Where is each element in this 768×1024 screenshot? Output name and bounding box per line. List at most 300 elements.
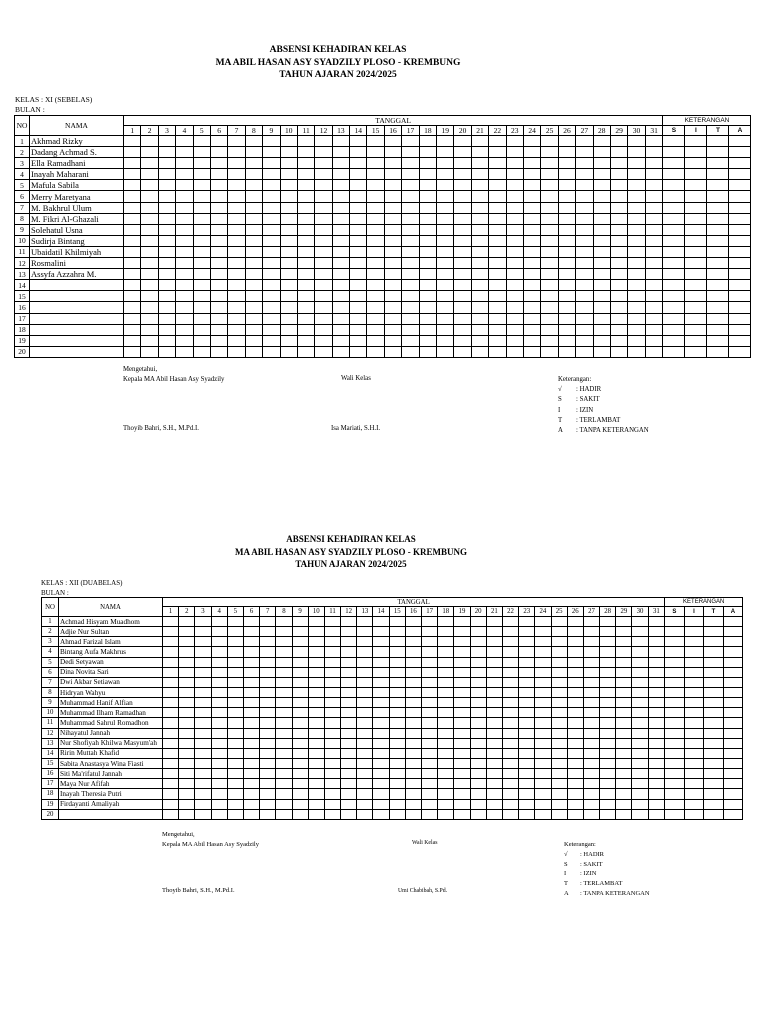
- attendance-cell[interactable]: [551, 758, 567, 768]
- keterangan-cell[interactable]: [707, 169, 729, 180]
- attendance-cell[interactable]: [228, 213, 245, 224]
- keterangan-cell[interactable]: [707, 324, 729, 335]
- attendance-cell[interactable]: [332, 158, 349, 169]
- attendance-cell[interactable]: [648, 718, 665, 728]
- keterangan-cell[interactable]: [685, 335, 707, 346]
- attendance-cell[interactable]: [228, 180, 245, 191]
- attendance-cell[interactable]: [315, 313, 332, 324]
- attendance-cell[interactable]: [193, 258, 210, 269]
- attendance-cell[interactable]: [454, 809, 470, 819]
- keterangan-cell[interactable]: [684, 627, 704, 637]
- attendance-cell[interactable]: [438, 708, 454, 718]
- attendance-cell[interactable]: [471, 324, 488, 335]
- keterangan-cell[interactable]: [665, 647, 685, 657]
- attendance-cell[interactable]: [489, 246, 506, 257]
- attendance-cell[interactable]: [308, 779, 324, 789]
- attendance-cell[interactable]: [315, 280, 332, 291]
- attendance-cell[interactable]: [600, 617, 616, 627]
- attendance-cell[interactable]: [367, 213, 384, 224]
- keterangan-cell[interactable]: [685, 136, 707, 147]
- attendance-cell[interactable]: [158, 169, 175, 180]
- attendance-cell[interactable]: [583, 698, 599, 708]
- attendance-cell[interactable]: [593, 291, 610, 302]
- attendance-cell[interactable]: [193, 302, 210, 313]
- attendance-cell[interactable]: [243, 779, 259, 789]
- keterangan-cell[interactable]: [663, 147, 685, 158]
- keterangan-cell[interactable]: [729, 346, 751, 357]
- keterangan-cell[interactable]: [707, 147, 729, 158]
- attendance-cell[interactable]: [551, 769, 567, 779]
- attendance-cell[interactable]: [389, 637, 405, 647]
- attendance-cell[interactable]: [367, 335, 384, 346]
- attendance-cell[interactable]: [243, 738, 259, 748]
- attendance-cell[interactable]: [506, 246, 523, 257]
- keterangan-cell[interactable]: [685, 213, 707, 224]
- attendance-cell[interactable]: [583, 687, 599, 697]
- keterangan-cell[interactable]: [663, 258, 685, 269]
- attendance-cell[interactable]: [211, 657, 227, 667]
- attendance-cell[interactable]: [628, 302, 645, 313]
- attendance-cell[interactable]: [645, 169, 663, 180]
- attendance-cell[interactable]: [610, 258, 627, 269]
- attendance-cell[interactable]: [628, 246, 645, 257]
- attendance-cell[interactable]: [341, 718, 357, 728]
- keterangan-cell[interactable]: [707, 191, 729, 202]
- attendance-cell[interactable]: [628, 258, 645, 269]
- attendance-cell[interactable]: [193, 246, 210, 257]
- attendance-cell[interactable]: [210, 191, 227, 202]
- attendance-cell[interactable]: [350, 202, 367, 213]
- attendance-cell[interactable]: [389, 718, 405, 728]
- keterangan-cell[interactable]: [685, 280, 707, 291]
- attendance-cell[interactable]: [158, 324, 175, 335]
- attendance-cell[interactable]: [471, 147, 488, 158]
- attendance-cell[interactable]: [243, 657, 259, 667]
- attendance-cell[interactable]: [422, 789, 438, 799]
- keterangan-cell[interactable]: [685, 346, 707, 357]
- attendance-cell[interactable]: [471, 235, 488, 246]
- attendance-cell[interactable]: [541, 335, 558, 346]
- attendance-cell[interactable]: [163, 789, 179, 799]
- attendance-cell[interactable]: [583, 617, 599, 627]
- attendance-cell[interactable]: [648, 698, 665, 708]
- attendance-cell[interactable]: [158, 280, 175, 291]
- attendance-cell[interactable]: [551, 809, 567, 819]
- keterangan-cell[interactable]: [665, 698, 685, 708]
- attendance-cell[interactable]: [437, 169, 454, 180]
- attendance-cell[interactable]: [315, 324, 332, 335]
- attendance-cell[interactable]: [506, 291, 523, 302]
- attendance-cell[interactable]: [341, 758, 357, 768]
- attendance-cell[interactable]: [124, 246, 141, 257]
- attendance-cell[interactable]: [373, 809, 389, 819]
- attendance-cell[interactable]: [280, 269, 297, 280]
- attendance-cell[interactable]: [419, 213, 436, 224]
- attendance-cell[interactable]: [437, 258, 454, 269]
- attendance-cell[interactable]: [210, 158, 227, 169]
- attendance-cell[interactable]: [541, 313, 558, 324]
- attendance-cell[interactable]: [193, 213, 210, 224]
- attendance-cell[interactable]: [357, 687, 373, 697]
- keterangan-cell[interactable]: [723, 748, 743, 758]
- attendance-cell[interactable]: [454, 291, 471, 302]
- attendance-cell[interactable]: [315, 191, 332, 202]
- keterangan-cell[interactable]: [704, 738, 724, 748]
- attendance-cell[interactable]: [558, 180, 575, 191]
- keterangan-cell[interactable]: [665, 657, 685, 667]
- attendance-cell[interactable]: [486, 769, 502, 779]
- attendance-cell[interactable]: [324, 758, 340, 768]
- attendance-cell[interactable]: [195, 637, 211, 647]
- attendance-cell[interactable]: [486, 667, 502, 677]
- attendance-cell[interactable]: [600, 647, 616, 657]
- attendance-cell[interactable]: [405, 758, 421, 768]
- attendance-cell[interactable]: [389, 748, 405, 758]
- keterangan-cell[interactable]: [684, 789, 704, 799]
- attendance-cell[interactable]: [260, 698, 276, 708]
- attendance-cell[interactable]: [470, 677, 486, 687]
- attendance-cell[interactable]: [454, 191, 471, 202]
- attendance-cell[interactable]: [141, 335, 158, 346]
- attendance-cell[interactable]: [357, 748, 373, 758]
- keterangan-cell[interactable]: [665, 637, 685, 647]
- attendance-cell[interactable]: [583, 769, 599, 779]
- attendance-cell[interactable]: [179, 617, 195, 627]
- attendance-cell[interactable]: [489, 180, 506, 191]
- attendance-cell[interactable]: [124, 346, 141, 357]
- attendance-cell[interactable]: [558, 258, 575, 269]
- attendance-cell[interactable]: [276, 758, 292, 768]
- attendance-cell[interactable]: [632, 647, 648, 657]
- attendance-cell[interactable]: [610, 324, 627, 335]
- attendance-cell[interactable]: [211, 698, 227, 708]
- attendance-cell[interactable]: [558, 246, 575, 257]
- attendance-cell[interactable]: [176, 224, 193, 235]
- attendance-cell[interactable]: [454, 147, 471, 158]
- keterangan-cell[interactable]: [723, 769, 743, 779]
- keterangan-cell[interactable]: [723, 779, 743, 789]
- attendance-cell[interactable]: [324, 809, 340, 819]
- keterangan-cell[interactable]: [665, 769, 685, 779]
- attendance-cell[interactable]: [384, 313, 401, 324]
- attendance-cell[interactable]: [419, 202, 436, 213]
- attendance-cell[interactable]: [227, 677, 243, 687]
- attendance-cell[interactable]: [523, 335, 540, 346]
- keterangan-cell[interactable]: [685, 191, 707, 202]
- attendance-cell[interactable]: [163, 738, 179, 748]
- attendance-cell[interactable]: [389, 687, 405, 697]
- attendance-cell[interactable]: [324, 657, 340, 667]
- attendance-cell[interactable]: [610, 202, 627, 213]
- attendance-cell[interactable]: [405, 687, 421, 697]
- attendance-cell[interactable]: [551, 627, 567, 637]
- attendance-cell[interactable]: [632, 809, 648, 819]
- keterangan-cell[interactable]: [685, 302, 707, 313]
- attendance-cell[interactable]: [600, 718, 616, 728]
- attendance-cell[interactable]: [193, 169, 210, 180]
- keterangan-cell[interactable]: [663, 324, 685, 335]
- attendance-cell[interactable]: [576, 235, 593, 246]
- attendance-cell[interactable]: [535, 738, 551, 748]
- attendance-cell[interactable]: [583, 627, 599, 637]
- attendance-cell[interactable]: [610, 180, 627, 191]
- attendance-cell[interactable]: [576, 158, 593, 169]
- attendance-cell[interactable]: [332, 136, 349, 147]
- attendance-cell[interactable]: [471, 269, 488, 280]
- attendance-cell[interactable]: [332, 313, 349, 324]
- attendance-cell[interactable]: [341, 789, 357, 799]
- attendance-cell[interactable]: [211, 799, 227, 809]
- attendance-cell[interactable]: [176, 280, 193, 291]
- keterangan-cell[interactable]: [704, 758, 724, 768]
- attendance-cell[interactable]: [486, 617, 502, 627]
- attendance-cell[interactable]: [341, 748, 357, 758]
- attendance-cell[interactable]: [576, 191, 593, 202]
- attendance-cell[interactable]: [332, 324, 349, 335]
- attendance-cell[interactable]: [405, 779, 421, 789]
- attendance-cell[interactable]: [263, 169, 280, 180]
- attendance-cell[interactable]: [610, 246, 627, 257]
- attendance-cell[interactable]: [502, 637, 518, 647]
- attendance-cell[interactable]: [315, 158, 332, 169]
- attendance-cell[interactable]: [341, 627, 357, 637]
- attendance-cell[interactable]: [324, 789, 340, 799]
- attendance-cell[interactable]: [350, 158, 367, 169]
- attendance-cell[interactable]: [610, 302, 627, 313]
- attendance-cell[interactable]: [373, 738, 389, 748]
- attendance-cell[interactable]: [245, 202, 262, 213]
- attendance-cell[interactable]: [454, 748, 470, 758]
- attendance-cell[interactable]: [502, 698, 518, 708]
- attendance-cell[interactable]: [600, 779, 616, 789]
- attendance-cell[interactable]: [422, 718, 438, 728]
- attendance-cell[interactable]: [567, 809, 583, 819]
- attendance-cell[interactable]: [263, 246, 280, 257]
- keterangan-cell[interactable]: [729, 258, 751, 269]
- attendance-cell[interactable]: [297, 280, 314, 291]
- attendance-cell[interactable]: [367, 136, 384, 147]
- attendance-cell[interactable]: [616, 758, 632, 768]
- attendance-cell[interactable]: [628, 235, 645, 246]
- keterangan-cell[interactable]: [665, 708, 685, 718]
- attendance-cell[interactable]: [541, 202, 558, 213]
- attendance-cell[interactable]: [308, 799, 324, 809]
- attendance-cell[interactable]: [506, 147, 523, 158]
- attendance-cell[interactable]: [506, 202, 523, 213]
- attendance-cell[interactable]: [243, 789, 259, 799]
- attendance-cell[interactable]: [402, 246, 419, 257]
- keterangan-cell[interactable]: [685, 291, 707, 302]
- attendance-cell[interactable]: [486, 799, 502, 809]
- attendance-cell[interactable]: [227, 667, 243, 677]
- attendance-cell[interactable]: [616, 708, 632, 718]
- attendance-cell[interactable]: [357, 789, 373, 799]
- keterangan-cell[interactable]: [665, 758, 685, 768]
- attendance-cell[interactable]: [243, 799, 259, 809]
- attendance-cell[interactable]: [593, 324, 610, 335]
- attendance-cell[interactable]: [384, 213, 401, 224]
- attendance-cell[interactable]: [471, 213, 488, 224]
- attendance-cell[interactable]: [419, 346, 436, 357]
- keterangan-cell[interactable]: [684, 769, 704, 779]
- attendance-cell[interactable]: [454, 758, 470, 768]
- attendance-cell[interactable]: [210, 180, 227, 191]
- attendance-cell[interactable]: [535, 647, 551, 657]
- attendance-cell[interactable]: [470, 748, 486, 758]
- attendance-cell[interactable]: [163, 637, 179, 647]
- attendance-cell[interactable]: [243, 758, 259, 768]
- attendance-cell[interactable]: [315, 235, 332, 246]
- attendance-cell[interactable]: [243, 809, 259, 819]
- attendance-cell[interactable]: [179, 769, 195, 779]
- attendance-cell[interactable]: [567, 718, 583, 728]
- keterangan-cell[interactable]: [663, 302, 685, 313]
- attendance-cell[interactable]: [402, 169, 419, 180]
- attendance-cell[interactable]: [367, 302, 384, 313]
- attendance-cell[interactable]: [405, 677, 421, 687]
- attendance-cell[interactable]: [384, 169, 401, 180]
- attendance-cell[interactable]: [502, 687, 518, 697]
- attendance-cell[interactable]: [486, 687, 502, 697]
- attendance-cell[interactable]: [583, 809, 599, 819]
- attendance-cell[interactable]: [519, 627, 535, 637]
- attendance-cell[interactable]: [632, 728, 648, 738]
- keterangan-cell[interactable]: [704, 799, 724, 809]
- attendance-cell[interactable]: [373, 769, 389, 779]
- attendance-cell[interactable]: [263, 313, 280, 324]
- attendance-cell[interactable]: [158, 202, 175, 213]
- attendance-cell[interactable]: [141, 158, 158, 169]
- attendance-cell[interactable]: [297, 246, 314, 257]
- attendance-cell[interactable]: [324, 698, 340, 708]
- attendance-cell[interactable]: [341, 698, 357, 708]
- attendance-cell[interactable]: [315, 335, 332, 346]
- attendance-cell[interactable]: [179, 728, 195, 738]
- attendance-cell[interactable]: [176, 346, 193, 357]
- attendance-cell[interactable]: [419, 147, 436, 158]
- attendance-cell[interactable]: [600, 758, 616, 768]
- attendance-cell[interactable]: [384, 335, 401, 346]
- attendance-cell[interactable]: [158, 346, 175, 357]
- attendance-cell[interactable]: [567, 687, 583, 697]
- attendance-cell[interactable]: [280, 202, 297, 213]
- attendance-cell[interactable]: [141, 235, 158, 246]
- attendance-cell[interactable]: [567, 738, 583, 748]
- attendance-cell[interactable]: [535, 769, 551, 779]
- attendance-cell[interactable]: [506, 335, 523, 346]
- attendance-cell[interactable]: [332, 202, 349, 213]
- attendance-cell[interactable]: [600, 809, 616, 819]
- attendance-cell[interactable]: [227, 708, 243, 718]
- keterangan-cell[interactable]: [704, 779, 724, 789]
- attendance-cell[interactable]: [645, 136, 663, 147]
- keterangan-cell[interactable]: [704, 657, 724, 667]
- attendance-cell[interactable]: [384, 191, 401, 202]
- attendance-cell[interactable]: [593, 202, 610, 213]
- attendance-cell[interactable]: [541, 213, 558, 224]
- attendance-cell[interactable]: [519, 809, 535, 819]
- attendance-cell[interactable]: [405, 647, 421, 657]
- attendance-cell[interactable]: [324, 728, 340, 738]
- attendance-cell[interactable]: [489, 324, 506, 335]
- attendance-cell[interactable]: [523, 202, 540, 213]
- attendance-cell[interactable]: [489, 147, 506, 158]
- attendance-cell[interactable]: [648, 748, 665, 758]
- attendance-cell[interactable]: [470, 769, 486, 779]
- keterangan-cell[interactable]: [707, 335, 729, 346]
- attendance-cell[interactable]: [600, 728, 616, 738]
- attendance-cell[interactable]: [567, 698, 583, 708]
- attendance-cell[interactable]: [141, 136, 158, 147]
- attendance-cell[interactable]: [179, 647, 195, 657]
- keterangan-cell[interactable]: [729, 191, 751, 202]
- attendance-cell[interactable]: [245, 291, 262, 302]
- attendance-cell[interactable]: [210, 235, 227, 246]
- attendance-cell[interactable]: [489, 313, 506, 324]
- attendance-cell[interactable]: [384, 291, 401, 302]
- attendance-cell[interactable]: [141, 324, 158, 335]
- keterangan-cell[interactable]: [684, 779, 704, 789]
- attendance-cell[interactable]: [124, 335, 141, 346]
- attendance-cell[interactable]: [519, 617, 535, 627]
- attendance-cell[interactable]: [437, 235, 454, 246]
- attendance-cell[interactable]: [486, 809, 502, 819]
- attendance-cell[interactable]: [158, 313, 175, 324]
- attendance-cell[interactable]: [292, 637, 308, 647]
- attendance-cell[interactable]: [454, 687, 470, 697]
- attendance-cell[interactable]: [470, 617, 486, 627]
- attendance-cell[interactable]: [506, 224, 523, 235]
- attendance-cell[interactable]: [645, 269, 663, 280]
- attendance-cell[interactable]: [610, 191, 627, 202]
- attendance-cell[interactable]: [297, 335, 314, 346]
- attendance-cell[interactable]: [384, 246, 401, 257]
- attendance-cell[interactable]: [367, 180, 384, 191]
- attendance-cell[interactable]: [350, 269, 367, 280]
- attendance-cell[interactable]: [263, 147, 280, 158]
- attendance-cell[interactable]: [600, 738, 616, 748]
- keterangan-cell[interactable]: [707, 224, 729, 235]
- attendance-cell[interactable]: [228, 136, 245, 147]
- attendance-cell[interactable]: [341, 809, 357, 819]
- attendance-cell[interactable]: [350, 346, 367, 357]
- attendance-cell[interactable]: [506, 346, 523, 357]
- attendance-cell[interactable]: [280, 180, 297, 191]
- attendance-cell[interactable]: [341, 637, 357, 647]
- attendance-cell[interactable]: [163, 677, 179, 687]
- keterangan-cell[interactable]: [704, 769, 724, 779]
- attendance-cell[interactable]: [297, 213, 314, 224]
- keterangan-cell[interactable]: [685, 158, 707, 169]
- attendance-cell[interactable]: [645, 158, 663, 169]
- attendance-cell[interactable]: [367, 158, 384, 169]
- attendance-cell[interactable]: [260, 758, 276, 768]
- attendance-cell[interactable]: [141, 169, 158, 180]
- attendance-cell[interactable]: [502, 657, 518, 667]
- attendance-cell[interactable]: [551, 708, 567, 718]
- attendance-cell[interactable]: [308, 627, 324, 637]
- attendance-cell[interactable]: [567, 657, 583, 667]
- attendance-cell[interactable]: [245, 180, 262, 191]
- attendance-cell[interactable]: [648, 657, 665, 667]
- attendance-cell[interactable]: [308, 708, 324, 718]
- attendance-cell[interactable]: [419, 280, 436, 291]
- attendance-cell[interactable]: [245, 235, 262, 246]
- attendance-cell[interactable]: [315, 136, 332, 147]
- attendance-cell[interactable]: [243, 627, 259, 637]
- attendance-cell[interactable]: [260, 687, 276, 697]
- attendance-cell[interactable]: [211, 779, 227, 789]
